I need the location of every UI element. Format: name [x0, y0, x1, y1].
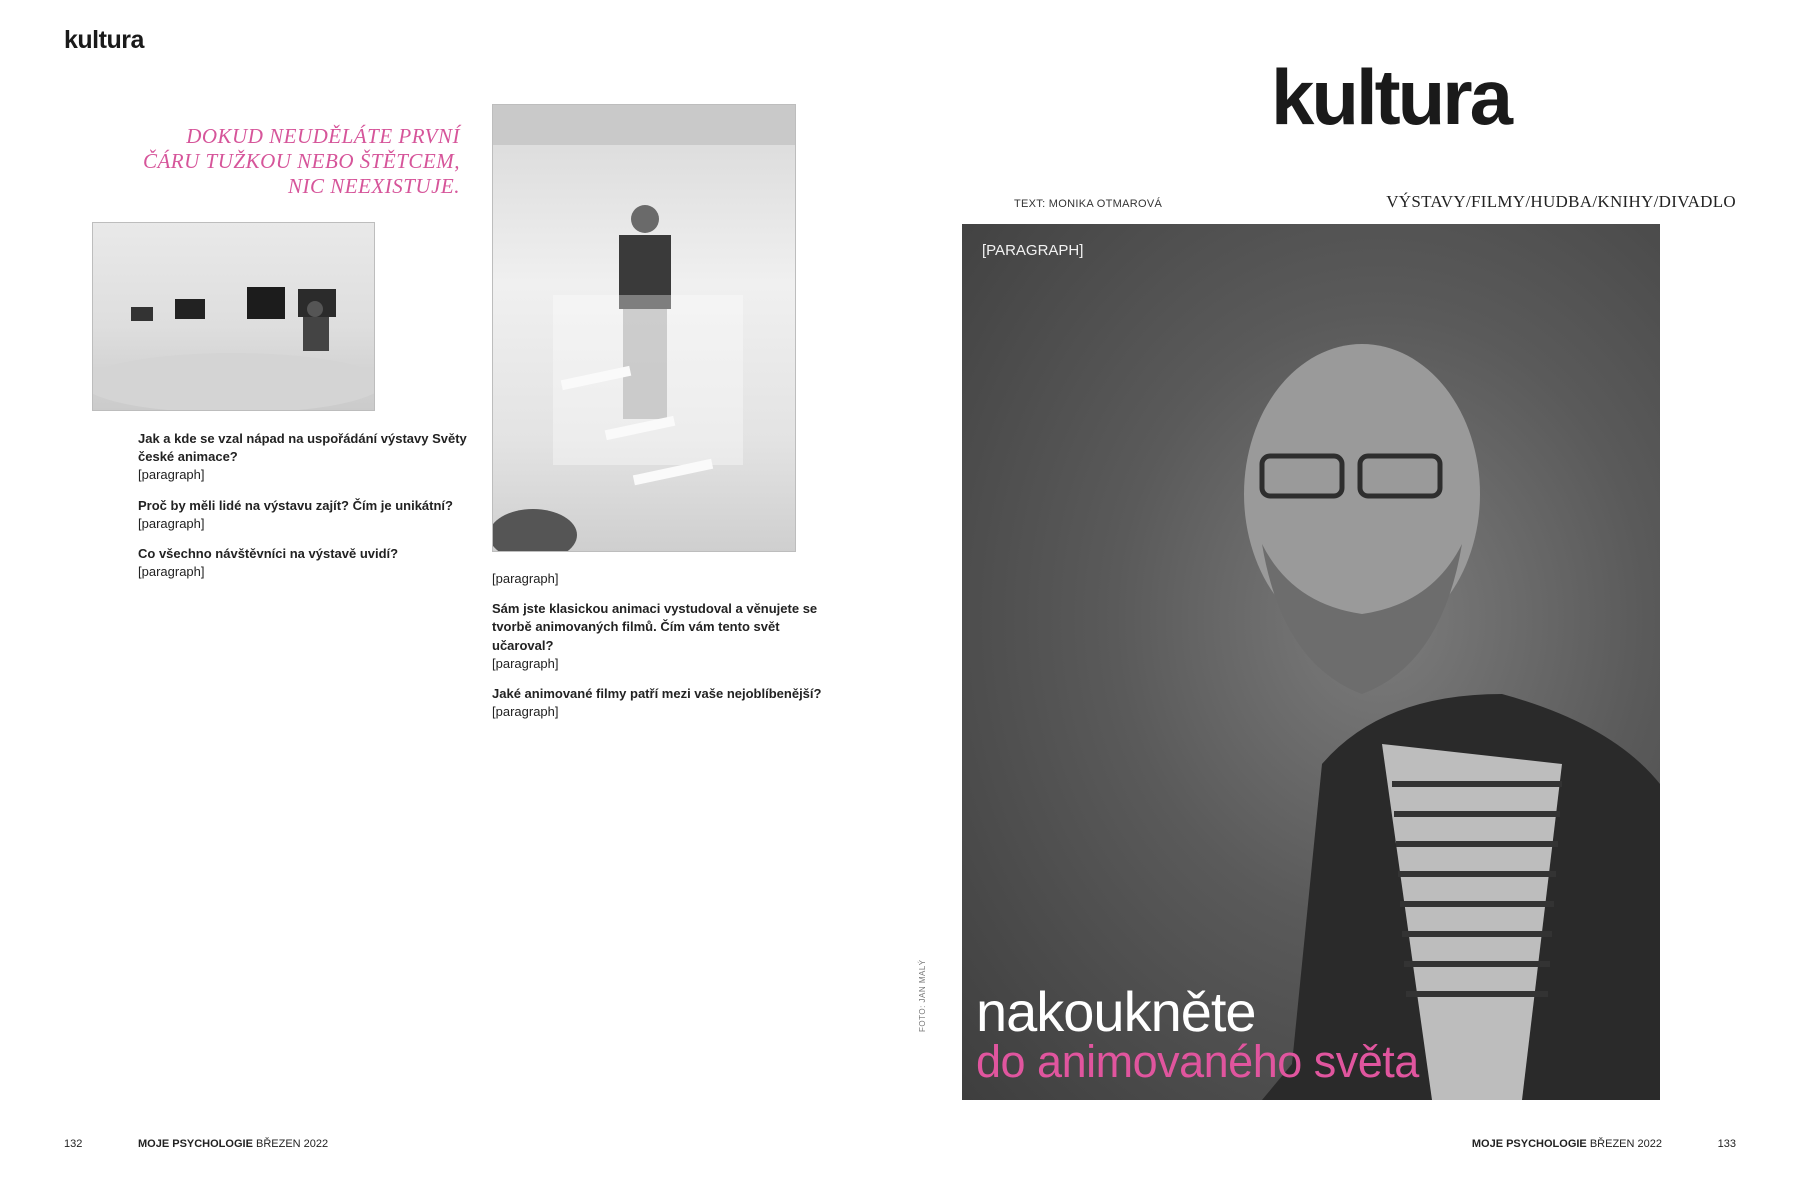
- interview-question: Sám jste klasickou animaci vystudoval a věnujete se tvorbě animovaných filmů. Čím vám tento svět učaroval?: [492, 601, 818, 653]
- magazine-name: MOJE PSYCHOLOGIE: [1471, 1138, 1587, 1150]
- qa-block: [138, 430, 470, 485]
- interview-question: Jaké animované filmy patří mezi vaše nejoblíbenější?: [492, 686, 822, 702]
- article-column-1: [138, 430, 470, 593]
- qa-block: [138, 497, 470, 533]
- gallery-photo: [92, 222, 375, 411]
- qa-block: [138, 545, 470, 581]
- hero-photo: [962, 224, 1660, 1100]
- article-column-2: [492, 570, 842, 733]
- portrait-photo-illustration: [493, 105, 796, 552]
- section-title: kultura: [1270, 53, 1510, 141]
- magazine-footer: [138, 1138, 328, 1150]
- interview-question: Jak a kde se vzal nápad na uspořádání výstavy Světy české animace?: [138, 431, 467, 465]
- interview-answer: [paragraph]: [492, 571, 559, 586]
- interview-answer: [paragraph]: [138, 564, 205, 580]
- section-nav: VÝSTAVY/FILMY/HUDBA/KNIHY/DIVADLO: [1386, 192, 1736, 211]
- pull-quote: DOKUD NEUDĚLÁTE PRVNÍ ČÁRU TUŽKOU NEBO ŠTĚTCEM, NIC NEEXISTUJE.: [142, 124, 460, 198]
- author-credit: TEXT: MONIKA OTMAROVÁ: [1014, 198, 1163, 210]
- headline: nakoukněte: [976, 980, 1256, 1043]
- headline-subtitle: do animovaného světa: [976, 1036, 1419, 1087]
- interview-question: Proč by měli lidé na výstavu zajít? Čím je unikátní?: [138, 497, 453, 513]
- page-number: 133: [1717, 1138, 1736, 1150]
- issue-date: BŘEZEN 2022: [255, 1138, 329, 1150]
- portrait-photo: [492, 104, 796, 552]
- gallery-photo-illustration: [93, 223, 375, 411]
- photo-credit: FOTO: JAN MALÝ: [918, 959, 927, 1032]
- interview-answer: [paragraph]: [138, 515, 205, 531]
- hero-intro-text: [PARAGRAPH]: [982, 242, 1084, 259]
- hero-portrait-illustration: [962, 224, 1660, 1100]
- section-label: kultura: [64, 26, 144, 54]
- issue-date: BŘEZEN 2022: [1589, 1138, 1662, 1150]
- qa-block: [492, 600, 842, 673]
- qa-block: [492, 685, 842, 721]
- magazine-name: MOJE PSYCHOLOGIE: [138, 1138, 253, 1150]
- interview-answer: [paragraph]: [492, 704, 559, 720]
- page-number: 132: [64, 1138, 83, 1150]
- qa-block: [492, 570, 842, 588]
- interview-answer: [paragraph]: [138, 467, 205, 483]
- interview-answer: [paragraph]: [492, 655, 559, 671]
- interview-question: Co všechno návštěvníci na výstavě uvidí?: [138, 546, 399, 562]
- magazine-footer: [1472, 1138, 1662, 1150]
